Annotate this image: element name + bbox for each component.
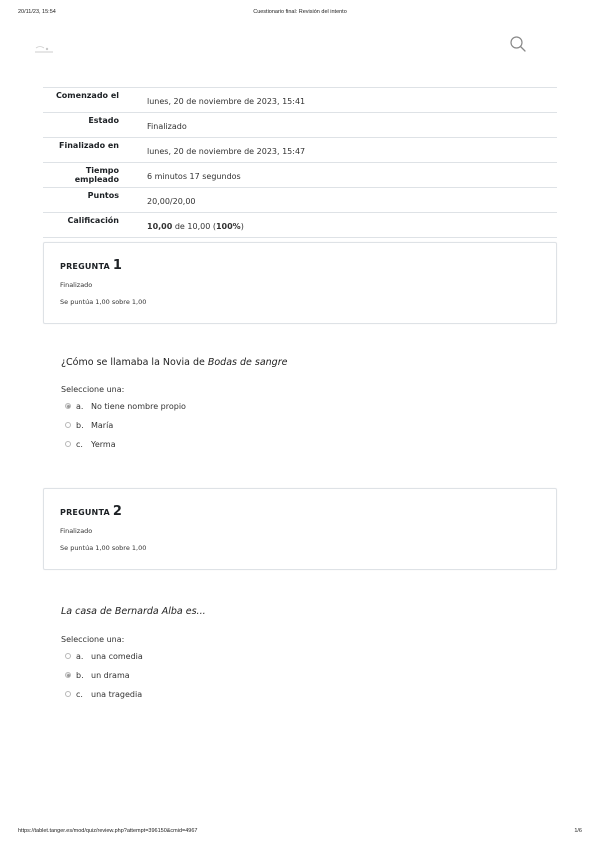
question-text-1 [61, 357, 287, 368]
summary-row-started [43, 88, 557, 113]
radio-button[interactable] [65, 691, 71, 697]
option-letter: a. [76, 401, 84, 411]
summary-row-grade [43, 213, 557, 238]
question-info-2 [43, 488, 557, 570]
print-datetime: 20/11/23, 15:54 [18, 9, 56, 15]
option-letter: c. [76, 689, 83, 699]
option-letter: a. [76, 651, 84, 661]
option-text: No tiene nombre propio [91, 401, 186, 411]
question-text-italic: La casa de Bernarda Alba es... [61, 606, 206, 617]
option-text: una tragedia [91, 689, 143, 699]
summary-row-time [43, 163, 557, 188]
summary-label: Tiempo empleado [74, 166, 119, 184]
summary-value: 6 minutos 17 segundos [147, 172, 241, 181]
print-title: Cuestionario final: Revisión del intento [253, 9, 347, 15]
summary-value: 20,00/20,00 [147, 197, 196, 206]
answer-option-2a[interactable] [65, 650, 143, 662]
question-state: Finalizado [60, 527, 93, 535]
radio-button[interactable] [65, 403, 71, 409]
summary-label: Finalizado en [59, 141, 119, 150]
grade-score: 10,00 [147, 222, 173, 231]
question-text-2 [61, 606, 206, 617]
question-info-1 [43, 242, 557, 324]
radio-button[interactable] [65, 653, 71, 659]
print-page-number: 1/6 [574, 828, 582, 834]
option-text: María [91, 420, 114, 430]
site-logo[interactable] [33, 40, 55, 52]
question-label: PREGUNTA [60, 508, 110, 517]
select-prompt-1: Seleccione una: [61, 385, 125, 394]
option-text: Yerma [91, 439, 116, 449]
answer-option-2b[interactable] [65, 669, 130, 681]
summary-row-state [43, 113, 557, 138]
print-footer [18, 828, 582, 838]
question-grade: Se puntúa 1,00 sobre 1,00 [60, 298, 147, 306]
option-text: un drama [91, 670, 130, 680]
question-title [60, 258, 122, 273]
question-text-italic: Bodas de sangre [207, 357, 288, 368]
radio-button[interactable] [65, 672, 71, 678]
option-text: una comedia [91, 651, 143, 661]
search-icon[interactable] [509, 35, 527, 53]
summary-label: Puntos [87, 191, 119, 200]
option-letter: c. [76, 439, 83, 449]
summary-value: lunes, 20 de noviembre de 2023, 15:47 [147, 147, 306, 156]
question-grade: Se puntúa 1,00 sobre 1,00 [60, 544, 147, 552]
question-label: PREGUNTA [60, 262, 110, 271]
radio-button[interactable] [65, 441, 71, 447]
answer-option-2c[interactable] [65, 688, 142, 700]
summary-value: lunes, 20 de noviembre de 2023, 15:41 [147, 97, 306, 106]
answer-option-1b[interactable] [65, 419, 113, 431]
answer-option-1a[interactable] [65, 400, 186, 412]
print-header [18, 9, 582, 19]
radio-button[interactable] [65, 422, 71, 428]
attempt-summary-table [43, 87, 557, 238]
grade-percent: 100% [215, 222, 241, 231]
summary-label: Comenzado el [55, 91, 119, 100]
summary-label: Calificación [67, 216, 119, 225]
question-title [60, 504, 122, 519]
summary-row-finished [43, 138, 557, 163]
option-letter: b. [76, 420, 84, 430]
summary-value: Finalizado [147, 122, 187, 131]
question-text-plain: ¿Cómo se llamaba la Novia de [61, 357, 208, 368]
question-number: 2 [112, 504, 123, 519]
grade-close: ) [240, 222, 244, 231]
select-prompt-2: Seleccione una: [61, 635, 125, 644]
summary-value [127, 213, 557, 238]
summary-row-points [43, 188, 557, 213]
question-number: 1 [112, 258, 123, 273]
print-url: https://tablet.tanger.es/mod/quiz/review.php?attempt=396150&cmid=4967 [18, 828, 198, 834]
question-state: Finalizado [60, 281, 93, 289]
answer-option-1c[interactable] [65, 438, 116, 450]
grade-of: de 10,00 ( [172, 222, 216, 231]
summary-label: Estado [88, 116, 119, 125]
option-letter: b. [76, 670, 84, 680]
